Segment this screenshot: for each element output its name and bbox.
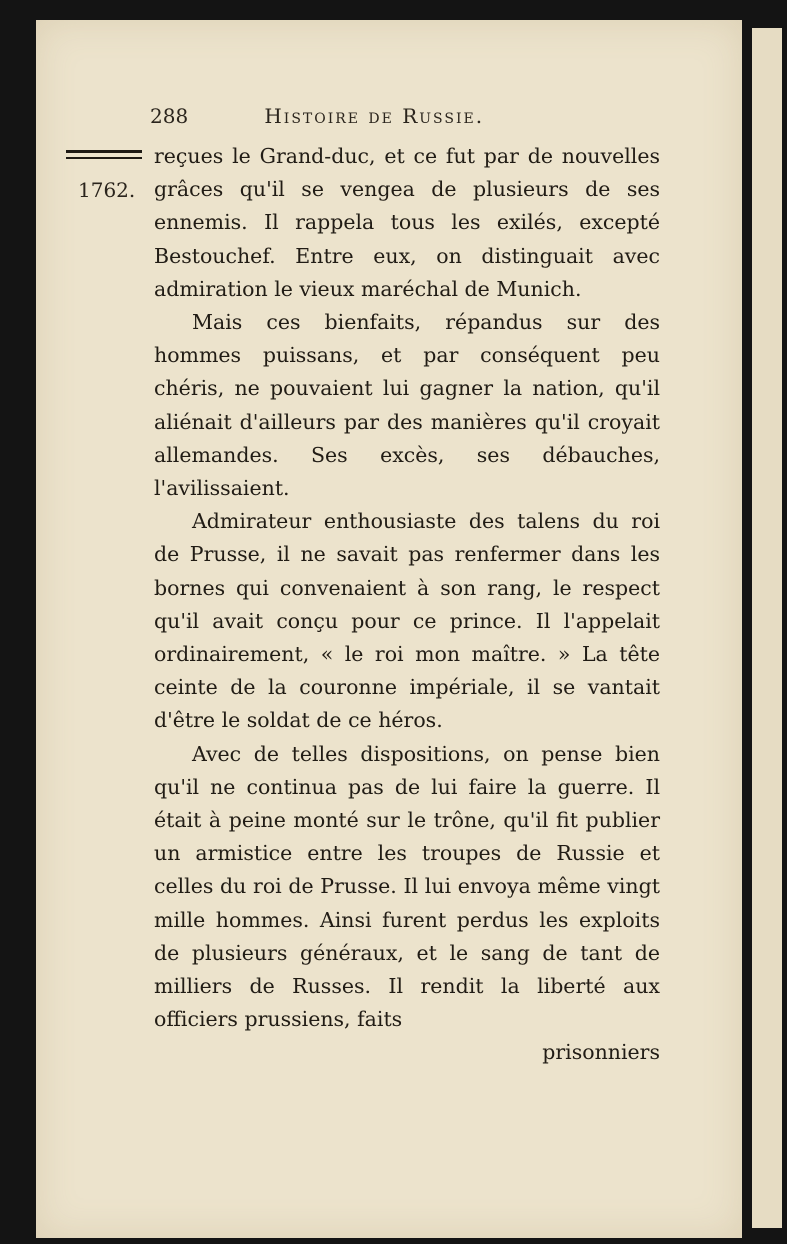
paragraph-4: Avec de telles dispositions, on pense bien qu'il ne continua pas de lui faire la guerre. Il était à peine monté sur le trône, qu'il fit publier un armistice entre les troupes de Russie et celles du roi de Prusse. Il lui envoya même vingt mille hommes. Ainsi furent perdus les exploits de plusieurs généraux, et le sang de tant de milliers de Russes. Il rendit la liberté aux officiers prussiens, faits xyxy=(154,741,660,1032)
continuation-rule-lower xyxy=(66,157,142,159)
running-head: Histoire de Russie. xyxy=(264,104,485,128)
continuation-rule xyxy=(66,150,142,153)
margin-year: 1762. xyxy=(78,178,136,202)
page-number: 288 xyxy=(150,104,189,128)
next-page-edge xyxy=(752,28,782,1228)
catchword: prisonniers xyxy=(542,1040,660,1065)
paragraph-2: Mais ces bienfaits, répandus sur des hommes puissans, et par conséquent peu chéris, ne pouvaient lui gagner la nation, qu'il aliénait d'ailleurs par des manières qu'il croyait allemandes. Ses excès, ses débauches, l'avilissaient. xyxy=(154,310,660,501)
paragraph-1: reçues le Grand-duc, et ce fut par de nouvelles grâces qu'il se vengea de plusieurs de ses ennemis. Il rappela tous les exilés, excepté Bestouchef. Entre eux, on distinguait avec admiration le vieux maréchal de Munich. xyxy=(154,144,660,301)
paragraph-3: Admirateur enthousiaste des talens du roi de Prusse, il ne savait pas renfermer dans les bornes qui convenaient à son rang, le respect qu'il avait conçu pour ce prince. Il l'appelait ordinairement, « le roi mon maître. » La tête ceinte de la couronne impériale, il se vantait d'être le soldat de ce héros. xyxy=(154,509,660,733)
page-header xyxy=(150,104,550,128)
body-text xyxy=(154,140,660,1070)
